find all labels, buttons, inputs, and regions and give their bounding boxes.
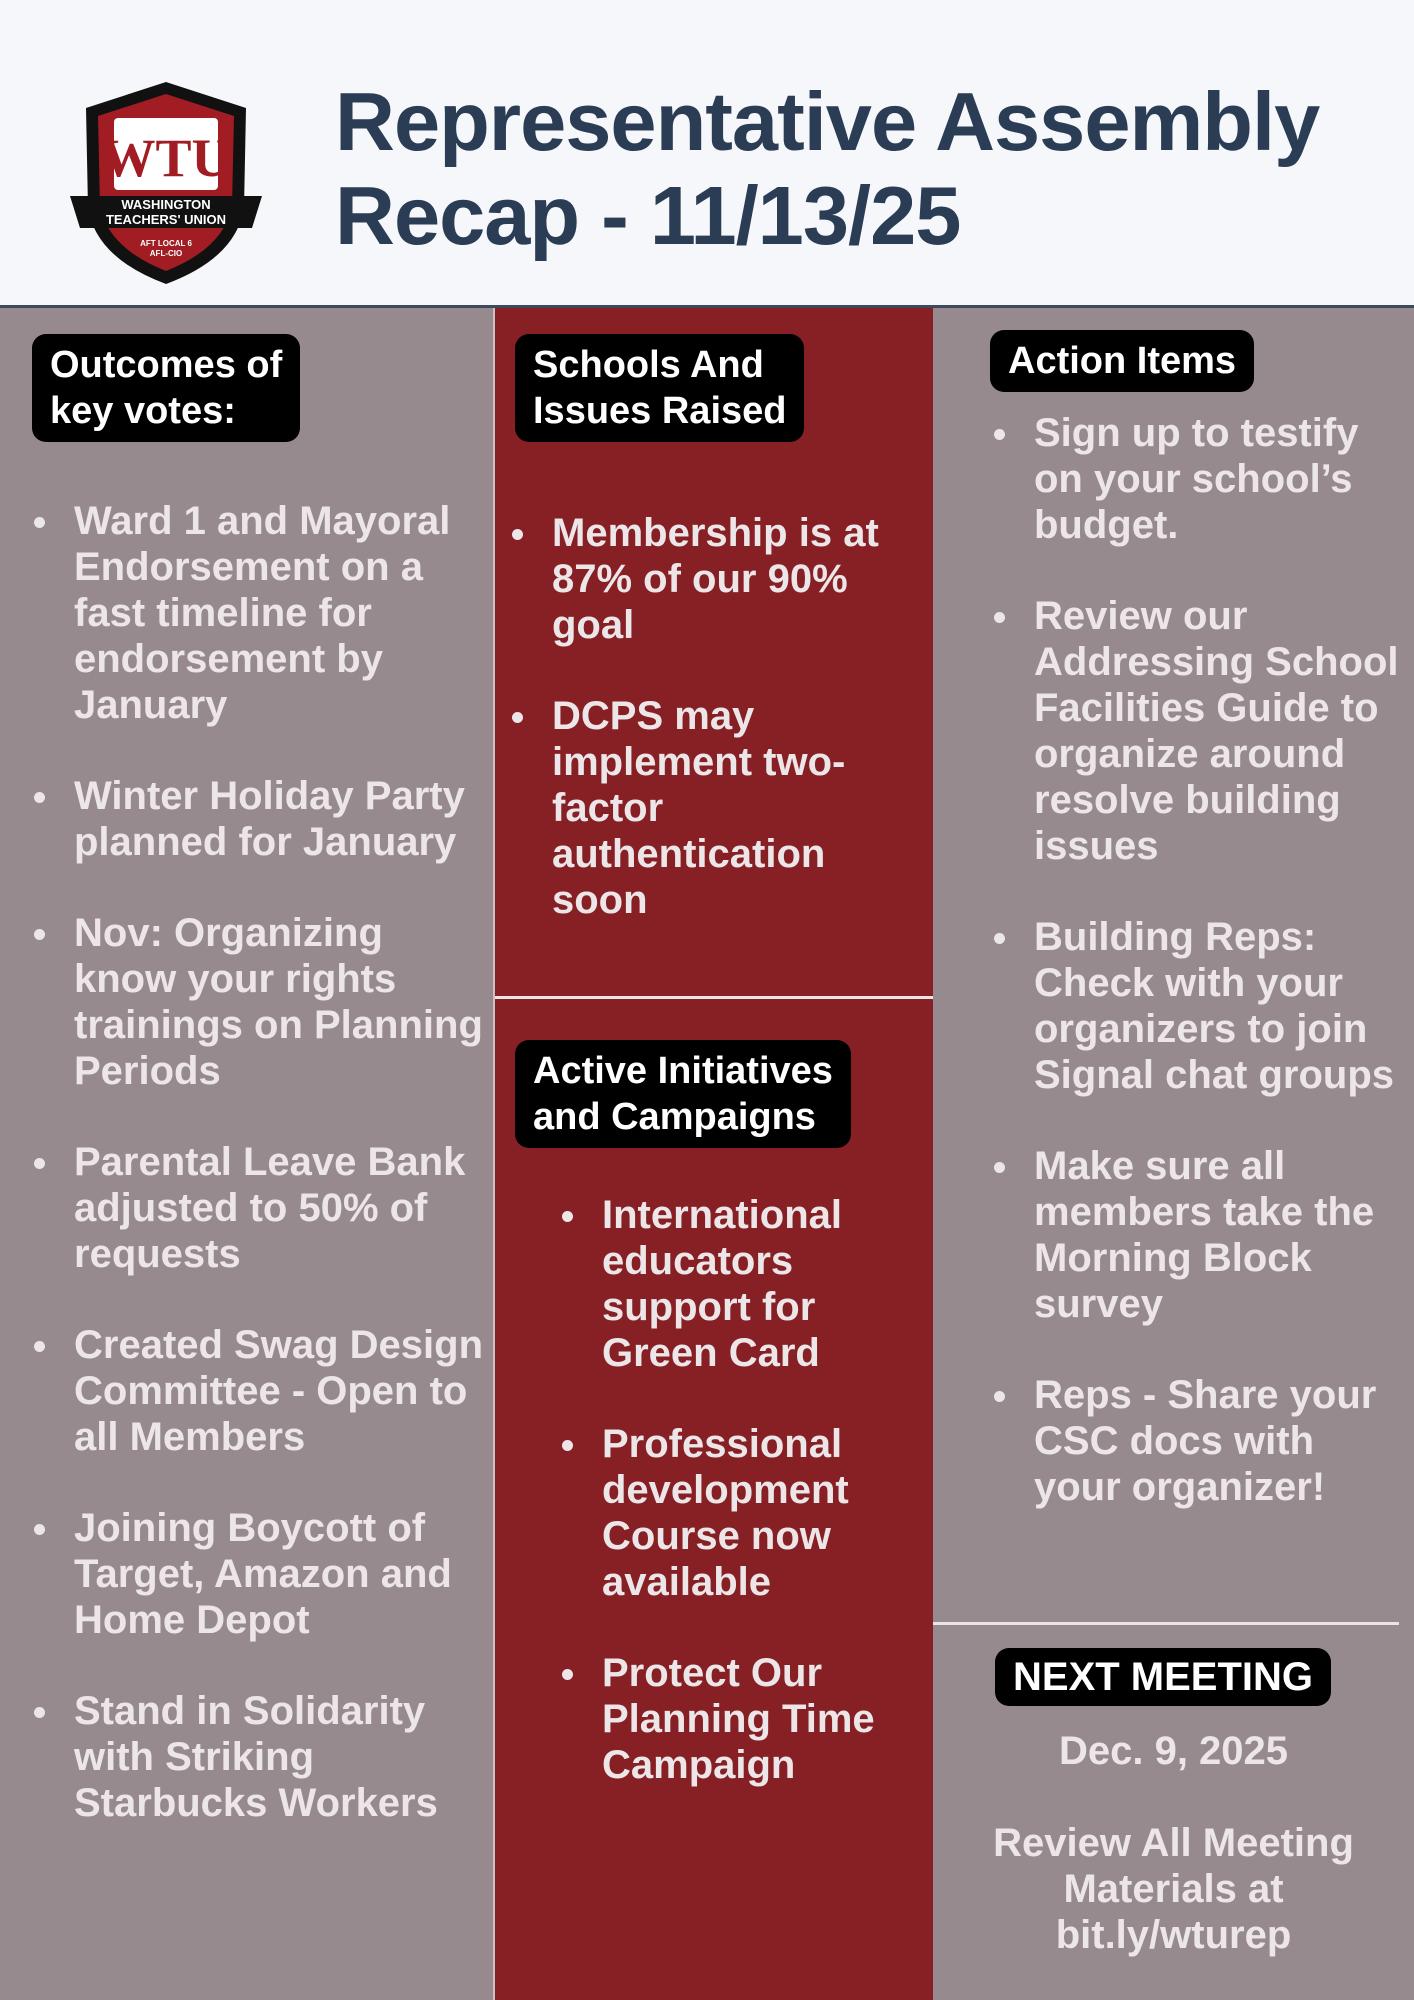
logo-letters: WTU xyxy=(101,128,231,188)
section-divider xyxy=(933,1622,1399,1625)
initiatives-list xyxy=(602,1192,922,1833)
key-votes-heading: Outcomes of key votes: xyxy=(32,334,300,442)
list-item: Reps - Share your CSC docs with your organizer! xyxy=(1034,1372,1409,1510)
key-votes-list xyxy=(74,498,484,1871)
page-title-line1: Representative Assembly xyxy=(335,75,1320,168)
list-item: Winter Holiday Party planned for January xyxy=(74,773,484,865)
page-title-line2: Recap - 11/13/25 xyxy=(335,169,961,262)
logo-affiliation-line1: AFT LOCAL 6 xyxy=(140,239,192,248)
meeting-materials-note: Review All Meeting Materials at bit.ly/wturep xyxy=(933,1820,1414,1958)
list-item: Parental Leave Bank adjusted to 50% of requests xyxy=(74,1139,484,1277)
next-meeting-date: Dec. 9, 2025 xyxy=(1058,1729,1289,1773)
logo-name-line1: WASHINGTON xyxy=(121,197,211,212)
list-item: DCPS may implement two-factor authentication soon xyxy=(552,693,922,923)
section-divider xyxy=(495,996,933,999)
list-item: Joining Boycott of Target, Amazon and Home Depot xyxy=(74,1505,484,1643)
key-votes-column xyxy=(0,308,493,2000)
header xyxy=(0,0,1414,308)
list-item: Protect Our Planning Time Campaign xyxy=(602,1650,922,1788)
page-title xyxy=(335,75,1395,263)
list-item: Building Reps: Check with your organizers to join Signal chat groups xyxy=(1034,914,1409,1098)
meeting-materials-link[interactable]: bit.ly/wturep xyxy=(1055,1913,1292,1957)
wtu-shield-logo xyxy=(66,78,266,288)
list-item: International educators support for Green Card xyxy=(602,1192,922,1376)
list-item: Make sure all members take the Morning Block survey xyxy=(1034,1143,1409,1327)
action-items-list xyxy=(1034,410,1409,1555)
list-item: Nov: Organizing know your rights trainings on Planning Periods xyxy=(74,911,483,1093)
action-items-heading: Action Items xyxy=(990,330,1254,392)
action-items-column xyxy=(933,308,1414,2000)
next-meeting-badge: NEXT MEETING xyxy=(995,1648,1331,1706)
list-item: Review our Addressing School Facilities Guide to organize around resolve building issues xyxy=(1034,593,1409,869)
schools-issues-heading: Schools And Issues Raised xyxy=(515,334,804,442)
middle-column xyxy=(493,308,935,2000)
logo-affiliation-line2: AFL-CIO xyxy=(149,249,183,258)
logo-name-line2: TEACHERS' UNION xyxy=(105,212,227,227)
list-item: Created Swag Design Committee - Open to all Members xyxy=(74,1323,484,1459)
list-item: Professional development Course now available xyxy=(602,1421,922,1605)
list-item: Stand in Solidarity with Striking Starbucks Workers xyxy=(74,1688,484,1826)
list-item: Sign up to testify on your school’s budget. xyxy=(1034,410,1409,548)
list-item: Membership is at 87% of our 90% goal xyxy=(552,510,922,648)
list-item: Ward 1 and Mayoral Endorsement on a fast timeline for endorsement by January xyxy=(74,498,484,728)
initiatives-heading: Active Initiatives and Campaigns xyxy=(515,1040,851,1148)
schools-issues-list xyxy=(552,510,922,968)
